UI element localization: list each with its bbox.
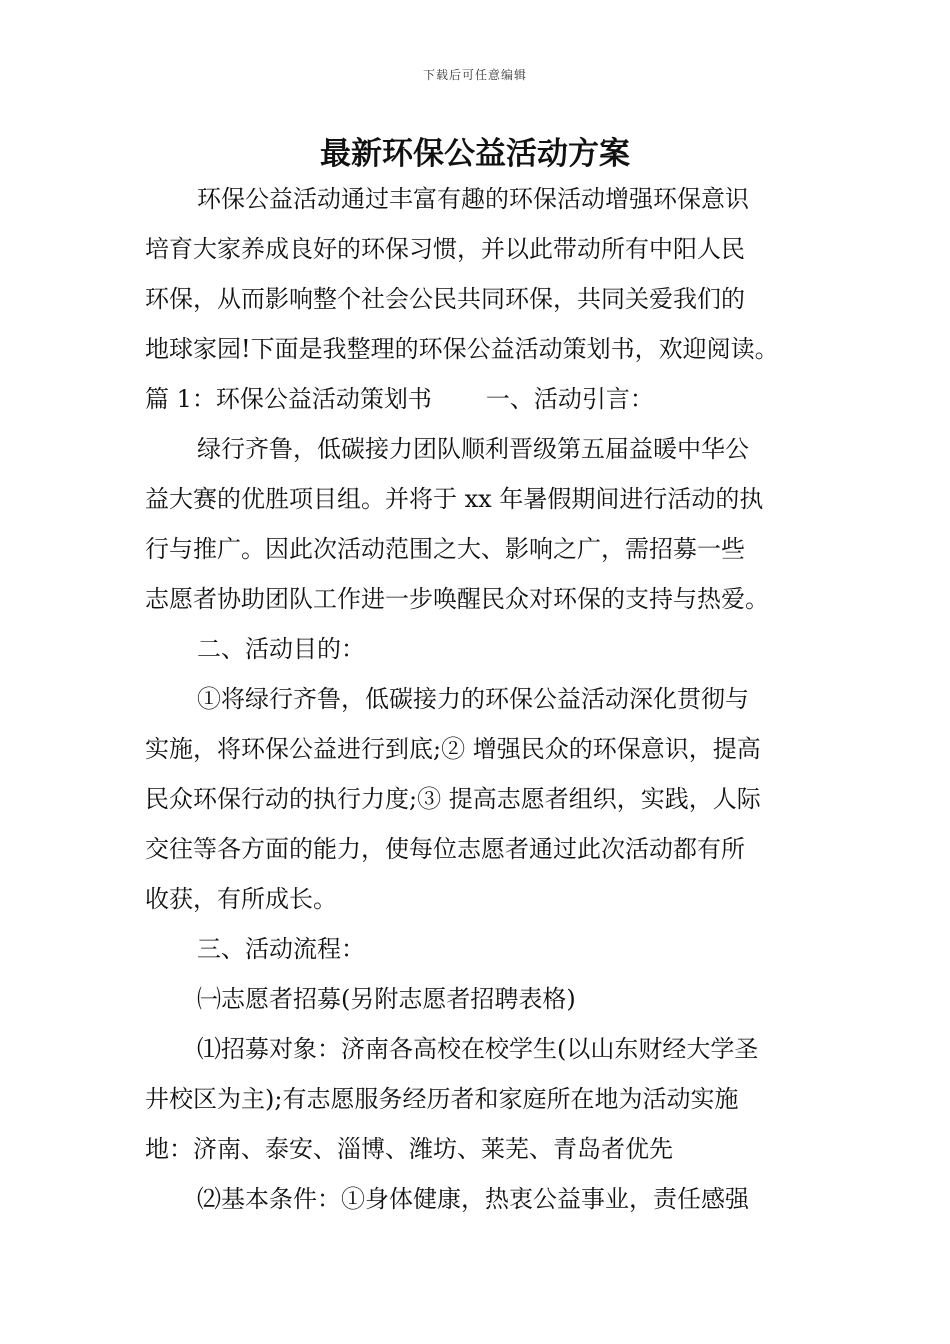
- section-heading: 二、活动目的：: [197, 635, 365, 663]
- paragraph-line: 绿行齐鲁，低碳接力团队顺利晋级第五届益暖中华公: [197, 435, 749, 463]
- document-title: 最新环保公益活动方案: [320, 136, 630, 172]
- paragraph-line: 环保，从而影响整个社会公民共同环保，共同关爱我们的: [145, 285, 745, 313]
- section-heading: 一、活动引言：: [485, 385, 654, 413]
- paragraph-line: 地球家园!下面是我整理的环保公益活动策划书，欢迎阅读。: [145, 335, 779, 363]
- paragraph-line: ⑴招募对象：济南各高校在校学生(以山东财经大学圣: [197, 1035, 759, 1063]
- paragraph-line: 益大赛的优胜项目组。并将于 xx 年暑假期间进行活动的执: [145, 485, 764, 513]
- paragraph-line: 井校区为主);有志愿服务经历者和家庭所在地为活动实施: [145, 1085, 739, 1113]
- section-heading: 三、活动流程：: [197, 935, 365, 963]
- paragraph-line: 实施，将环保公益进行到底;② 增强民众的环保意识，提高: [145, 735, 761, 763]
- paragraph-line: 收获，有所成长。: [145, 885, 337, 913]
- paragraph-line: 环保公益活动通过丰富有趣的环保活动增强环保意识: [197, 185, 749, 213]
- document-body: [145, 174, 807, 1224]
- header-note: 下载后可任意编辑: [422, 68, 527, 82]
- chapter-heading: 篇 1：环保公益活动策划书: [145, 385, 432, 413]
- paragraph-line: 民众环保行动的执行力度;③ 提高志愿者组织，实践，人际: [145, 785, 761, 813]
- paragraph-line: 交往等各方面的能力，使每位志愿者通过此次活动都有所: [145, 835, 745, 863]
- paragraph-line: 培育大家养成良好的环保习惯，并以此带动所有中阳人民: [145, 235, 745, 263]
- paragraph-line: 地：济南、泰安、淄博、潍坊、莱芜、青岛者优先: [145, 1135, 673, 1163]
- paragraph-line: 行与推广。因此次活动范围之大、影响之广，需招募一些: [145, 535, 745, 563]
- paragraph-line: ⑵基本条件：①身体健康，热衷公益事业，责任感强: [197, 1185, 749, 1213]
- section-heading-line: [145, 374, 807, 424]
- paragraph-line: ㈠志愿者招募(另附志愿者招聘表格): [197, 985, 576, 1013]
- paragraph-line: 志愿者协助团队工作进一步唤醒民众对环保的支持与热爱。: [145, 585, 769, 613]
- paragraph-line: ①将绿行齐鲁，低碳接力的环保公益活动深化贯彻与: [197, 685, 749, 713]
